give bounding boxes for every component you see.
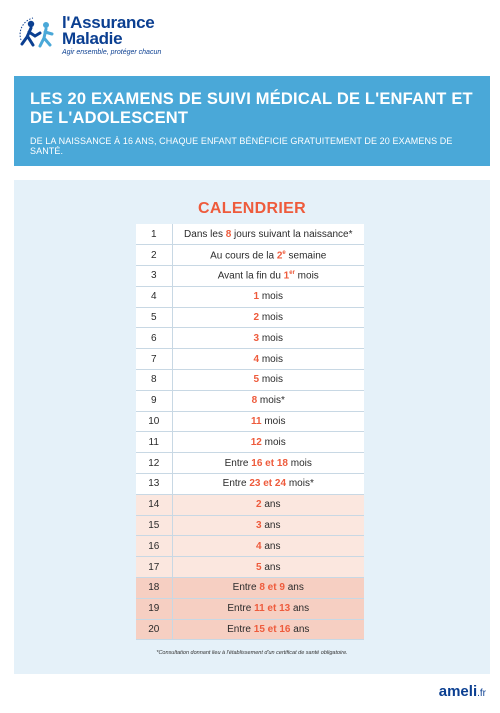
exam-number: 12 <box>136 453 172 474</box>
footnote: *Consultation donnant lieu à l'établissement d'un certificat de santé obligatoire. <box>156 650 348 656</box>
timing-prefix: Au cours de la <box>210 249 277 261</box>
brand-tagline: Agir ensemble, protéger chacun <box>62 49 162 56</box>
timing-prefix: Avant la fin du <box>217 270 284 282</box>
calendar-table <box>136 224 364 640</box>
ameli-logo <box>439 683 486 700</box>
timing-highlight: 4 <box>253 353 260 365</box>
exam-number: 17 <box>136 557 172 578</box>
timing-prefix: Entre <box>224 457 252 469</box>
calendar-row <box>136 619 364 640</box>
calendar-row <box>136 453 364 474</box>
calendar-heading: CALENDRIER <box>198 200 306 217</box>
ordinal-suffix: e <box>282 249 286 256</box>
exam-timing <box>172 453 364 474</box>
exam-number: 16 <box>136 536 172 557</box>
exam-timing <box>172 598 364 619</box>
exam-timing <box>172 619 364 640</box>
timing-highlight: 15 et 16 <box>253 624 291 636</box>
timing-suffix: mois <box>287 457 312 469</box>
exam-timing <box>172 266 364 287</box>
exam-number: 5 <box>136 307 172 328</box>
timing-highlight: 11 <box>251 416 262 428</box>
exam-timing <box>172 245 364 266</box>
timing-prefix: Entre <box>222 478 250 490</box>
calendar-row <box>136 224 364 245</box>
timing-highlight: 5 <box>256 561 262 573</box>
timing-highlight: 2 <box>256 499 262 511</box>
calendar-row <box>136 494 364 515</box>
timing-suffix: mois <box>261 416 286 428</box>
calendar-row <box>136 245 364 266</box>
timing-suffix: mois <box>259 312 283 324</box>
timing-highlight: 3 <box>256 520 262 532</box>
calendar-row <box>136 411 364 432</box>
timing-highlight: 8 <box>225 228 232 240</box>
timing-highlight: 8 et 9 <box>259 582 285 594</box>
exam-timing <box>172 349 364 370</box>
exam-timing <box>172 307 364 328</box>
exam-number: 10 <box>136 411 172 432</box>
timing-suffix: mois <box>259 353 283 365</box>
timing-highlight: 16 et 18 <box>251 457 288 469</box>
exam-timing <box>172 390 364 411</box>
exam-number: 9 <box>136 390 172 411</box>
exam-number: 18 <box>136 578 172 599</box>
calendar-row <box>136 370 364 391</box>
timing-highlight: 2 <box>253 312 260 324</box>
timing-highlight: 1 <box>253 291 260 303</box>
exam-number: 13 <box>136 474 172 495</box>
calendar-row <box>136 328 364 349</box>
calendar-row <box>136 515 364 536</box>
timing-highlight: 12 <box>250 436 262 448</box>
exam-timing <box>172 515 364 536</box>
calendar-row <box>136 432 364 453</box>
timing-suffix: mois <box>259 291 283 303</box>
exam-number: 19 <box>136 598 172 619</box>
calendar-row <box>136 266 364 287</box>
timing-suffix: mois <box>294 270 319 282</box>
exam-number: 15 <box>136 515 172 536</box>
ordinal-suffix: er <box>289 270 295 277</box>
timing-suffix: mois <box>259 374 283 386</box>
exam-timing <box>172 411 364 432</box>
exam-timing <box>172 370 364 391</box>
exam-number: 3 <box>136 266 172 287</box>
brand-name <box>62 15 154 47</box>
title-banner <box>14 76 490 166</box>
timing-suffix: ans <box>261 540 281 552</box>
ameli-tld: .fr <box>477 688 486 699</box>
exam-timing <box>172 286 364 307</box>
calendar-row <box>136 598 364 619</box>
timing-suffix: ans <box>290 603 310 615</box>
calendar-row <box>136 557 364 578</box>
brand-line2: Maladie <box>62 29 123 48</box>
exam-timing <box>172 474 364 495</box>
timing-prefix: Dans les <box>184 228 226 240</box>
exam-timing <box>172 224 364 245</box>
calendar-row <box>136 307 364 328</box>
timing-suffix: ans <box>261 561 281 573</box>
timing-prefix: Entre <box>232 582 260 594</box>
calendar-row <box>136 390 364 411</box>
timing-suffix: ans <box>290 624 310 636</box>
timing-prefix: Entre <box>227 603 255 615</box>
timing-suffix: ans <box>261 499 281 511</box>
timing-highlight: 3 <box>253 332 260 344</box>
timing-suffix: mois* <box>286 478 314 490</box>
timing-highlight: 2 <box>276 249 283 261</box>
calendar-row <box>136 286 364 307</box>
timing-highlight: 11 et 13 <box>254 603 291 615</box>
exam-timing <box>172 494 364 515</box>
timing-suffix: mois* <box>257 395 285 407</box>
timing-suffix: mois <box>261 436 286 448</box>
exam-timing <box>172 536 364 557</box>
timing-suffix: jours suivant la naissance* <box>231 228 353 240</box>
exam-number: 8 <box>136 370 172 391</box>
exam-number: 11 <box>136 432 172 453</box>
timing-highlight: 4 <box>256 540 262 552</box>
exam-timing <box>172 578 364 599</box>
calendar-panel <box>14 180 490 674</box>
timing-highlight: 5 <box>253 374 260 386</box>
exam-number: 2 <box>136 245 172 266</box>
timing-highlight: 1 <box>283 270 290 282</box>
timing-prefix: Entre <box>227 624 254 636</box>
running-figures-icon <box>18 14 58 50</box>
page-subtitle: DE LA NAISSANCE À 16 ANS, CHAQUE ENFANT BÉNÉFICIE GRATUITEMENT DE 20 EXAMENS DE SANTÉ. <box>30 136 453 156</box>
calendar-row <box>136 578 364 599</box>
exam-timing <box>172 328 364 349</box>
exam-number: 14 <box>136 494 172 515</box>
assurance-maladie-logo <box>18 12 178 58</box>
brand-line1: l'Assurance <box>62 13 155 32</box>
exam-number: 6 <box>136 328 172 349</box>
exam-number: 4 <box>136 286 172 307</box>
exam-number: 20 <box>136 619 172 640</box>
page-title: LES 20 EXAMENS DE SUIVI MÉDICAL DE L'ENFANT ET DE L'ADOLESCENT <box>30 90 473 127</box>
calendar-row <box>136 474 364 495</box>
timing-suffix: ans <box>284 582 304 594</box>
calendar-row <box>136 536 364 557</box>
exam-timing <box>172 557 364 578</box>
exam-number: 1 <box>136 224 172 245</box>
exam-timing <box>172 432 364 453</box>
calendar-row <box>136 349 364 370</box>
ameli-site: ameli <box>438 683 478 700</box>
timing-suffix: mois <box>259 332 283 344</box>
timing-highlight: 8 <box>251 395 258 407</box>
exam-number: 7 <box>136 349 172 370</box>
timing-suffix: ans <box>261 520 281 532</box>
timing-suffix: semaine <box>285 249 327 261</box>
timing-highlight: 23 et 24 <box>249 478 287 490</box>
